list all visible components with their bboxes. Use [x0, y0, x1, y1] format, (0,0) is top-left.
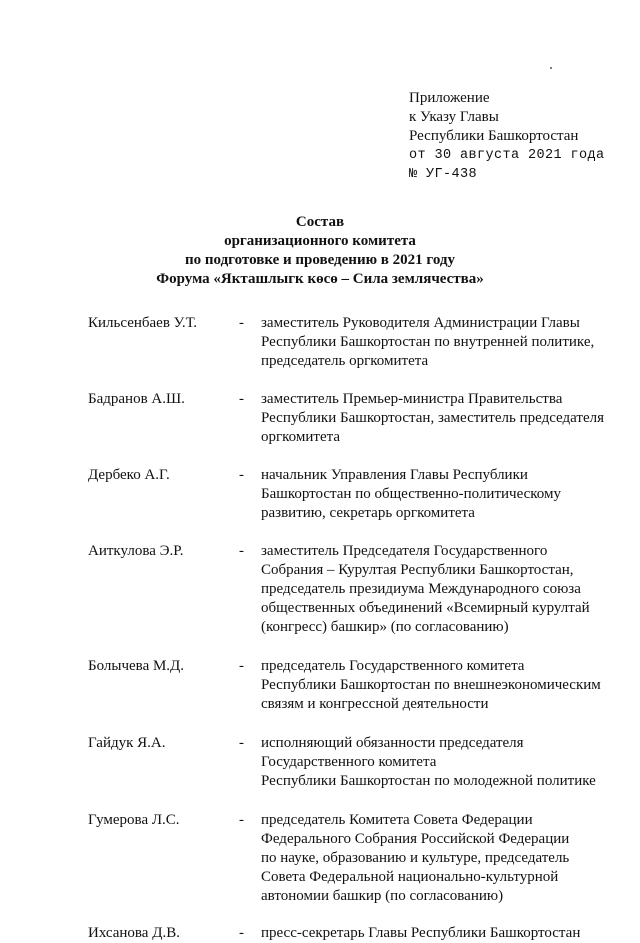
member-dash: -	[239, 735, 244, 751]
member-role-line: Собрания – Курултая Республики Башкортостан,	[261, 562, 574, 578]
member-role-line: развитию, секретарь оргкомитета	[261, 505, 475, 521]
member-row	[88, 542, 618, 637]
member-name: Бадранов А.Ш.	[88, 391, 185, 407]
member-role-line: связям и конгрессной деятельности	[261, 696, 489, 712]
decree-number: № УГ-438	[409, 167, 478, 182]
member-row	[88, 734, 618, 791]
member-role-line: автономии башкир (по согласованию)	[261, 888, 504, 904]
member-role-line: по науке, образованию и культуре, председатель	[261, 850, 570, 866]
member-name: Болычева М.Д.	[88, 658, 185, 674]
member-role-line: председатель Комитета Совета Федерации	[261, 812, 533, 828]
member-role	[261, 466, 616, 523]
member-role-line: Федерального Собрания Российской Федерации	[261, 831, 570, 847]
member-dash: -	[239, 391, 244, 407]
title-line: по подготовке и проведению в 2021 году	[184, 252, 455, 268]
appendix-line: к Указу Главы	[409, 109, 499, 125]
appendix-line: Республики Башкортостан	[409, 128, 579, 144]
member-name: Дербеко А.Г.	[88, 467, 170, 483]
member-role	[261, 542, 616, 637]
member-dash: -	[239, 543, 244, 559]
title-line: Состав	[295, 214, 345, 230]
member-row	[88, 466, 618, 523]
member-row	[88, 314, 618, 371]
appendix-line: Приложение	[409, 90, 490, 106]
member-role-line: председатель оргкомитета	[261, 353, 429, 369]
member-role-line: (конгресс) башкир» (по согласованию)	[261, 619, 509, 635]
member-role-line: Совета Федеральной национально-культурной	[261, 869, 559, 885]
member-name: Гумерова Л.С.	[88, 812, 180, 828]
member-role-line: председатель президиума Международного союза	[261, 581, 581, 597]
member-role	[261, 390, 616, 447]
member-role-line: оргкомитета	[261, 429, 341, 445]
title-line: Форума «Якташлыгк көсө – Сила землячества»	[156, 271, 484, 287]
member-role-line: пресс-секретарь Главы Республики Башкортостан	[261, 925, 581, 941]
member-role-line: исполняющий обязанности председателя	[261, 735, 524, 751]
document-title	[0, 213, 640, 289]
member-row	[88, 657, 618, 714]
member-role-line: Республики Башкортостан по внутренней политике,	[261, 334, 595, 350]
member-role	[261, 314, 616, 371]
committee-member-list	[88, 314, 618, 943]
member-role	[261, 811, 616, 906]
member-dash: -	[239, 467, 244, 483]
member-dash: -	[239, 812, 244, 828]
appendix-header	[409, 89, 605, 184]
title-line: организационного комитета	[224, 233, 416, 249]
member-role-line: заместитель Премьер-министра Правительства	[261, 391, 563, 407]
member-row	[88, 390, 618, 447]
member-row	[88, 924, 618, 943]
member-role-line: заместитель Председателя Государственного	[261, 543, 548, 559]
member-dash: -	[239, 925, 244, 941]
member-name: Ихсанова Д.В.	[88, 925, 180, 941]
member-name: Аиткулова Э.Р.	[88, 543, 184, 559]
member-role-line: начальник Управления Главы Республики	[261, 467, 528, 483]
member-name: Гайдук Я.А.	[88, 735, 166, 751]
member-role	[261, 734, 616, 791]
member-role	[261, 657, 616, 714]
scan-speck	[550, 67, 552, 69]
member-role-line: общественных объединений «Всемирный курултай	[261, 600, 590, 616]
member-role-line: Республики Башкортостан по внешнеэкономическим	[261, 677, 601, 693]
member-row	[88, 811, 618, 906]
member-role-line: заместитель Руководителя Администрации Главы	[261, 315, 580, 331]
member-role-line: Республики Башкортостан, заместитель председателя	[261, 410, 605, 426]
member-role-line: председатель Государственного комитета	[261, 658, 525, 674]
member-role-line: Республики Башкортостан по молодежной политике	[261, 773, 596, 789]
member-role-line: Государственного комитета	[261, 754, 437, 770]
member-role	[261, 924, 616, 943]
member-dash: -	[239, 315, 244, 331]
member-role-line: Башкортостан по общественно-политическому	[261, 486, 562, 502]
member-dash: -	[239, 658, 244, 674]
member-name: Кильсенбаев У.Т.	[88, 315, 197, 331]
decree-date: от 30 августа 2021 года	[409, 148, 605, 163]
